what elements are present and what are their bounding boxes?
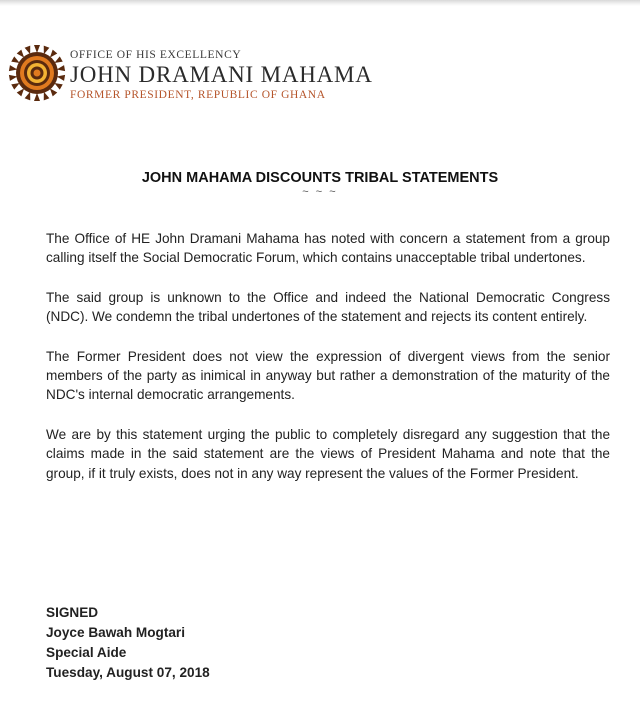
- statement-title: JOHN MAHAMA DISCOUNTS TRIBAL STATEMENTS: [141, 170, 499, 186]
- letterhead-text: [70, 48, 373, 102]
- paragraph: The Former President does not view the expression of divergent views from the senior members of the party as inimical in anyway but rather a demonstration of the maturity of the NDC's internal democratic arrangements.: [46, 348, 610, 403]
- signed-label: SIGNED: [46, 605, 99, 620]
- paragraph: We are by this statement urging the public to completely disregard any suggestion that the claims made in the said statement are the views of President Mahama and note that the group, if it truly exists, does not in any way represent the values of the Former President.: [46, 426, 610, 481]
- letterhead-office-line: OFFICE OF HIS EXCELLENCY: [70, 49, 242, 61]
- title-separator: ~ ~ ~: [302, 186, 338, 198]
- paragraph: The said group is unknown to the Office and indeed the National Democratic Congress (NDC). We condemn the tribal undertones of the statement and rejects its content entirely.: [46, 289, 610, 325]
- paragraph: The Office of HE John Dramani Mahama has noted with concern a statement from a group calling itself the Social Democratic Forum, which contains unacceptable tribal undertones.: [46, 231, 610, 266]
- signatory-name: Joyce Bawah Mogtari: [46, 625, 185, 640]
- letterhead-role: FORMER PRESIDENT, REPUBLIC OF GHANA: [70, 89, 326, 101]
- letterhead: [8, 44, 428, 108]
- statement-date: Tuesday, August 07, 2018: [46, 665, 210, 680]
- statement-body: [46, 229, 610, 503]
- signatory-title: Special Aide: [46, 645, 127, 660]
- signoff-block: [46, 603, 210, 683]
- sun-seal-icon: [8, 44, 66, 102]
- letterhead-name: JOHN DRAMANI MAHAMA: [70, 62, 373, 87]
- page-top-edge: [0, 0, 640, 6]
